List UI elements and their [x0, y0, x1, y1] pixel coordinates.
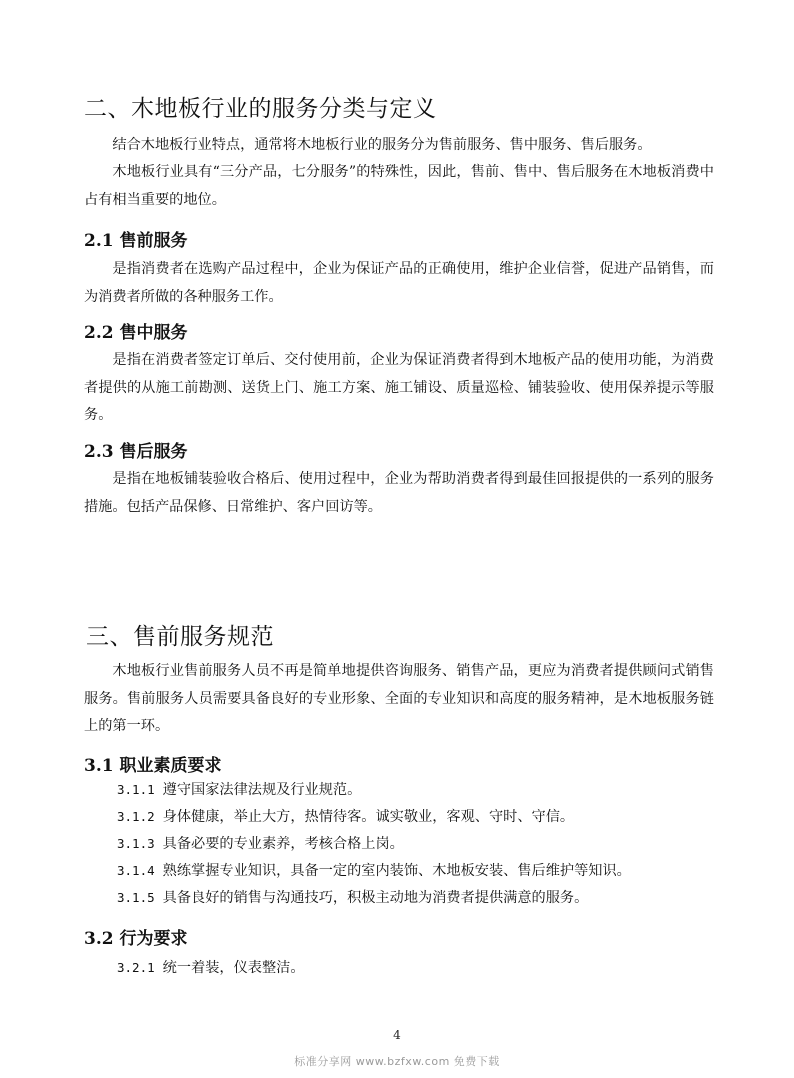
- section-2-3-text: 是指在地板铺装验收合格后、使用过程中，企业为帮助消费者得到最佳回报提供的一系列的服务措施。包括产品保修、日常维护、客户回访等。: [84, 471, 714, 515]
- page-number: 4: [393, 1028, 401, 1042]
- section-3-heading: 三、售前服务规范: [86, 624, 274, 650]
- section-3-paragraph: 木地板行业售前服务人员不再是简单地提供咨询服务、销售产品，更应为消费者提供顾问式销售服务。售前服务人员需要具备良好的专业形象、全面的专业知识和高度的服务精神，是木地板服务链上的第一环。: [84, 663, 714, 734]
- section-2-1-text: 是指消费者在选购产品过程中，企业为保证产品的正确使用，维护企业信誉，促进产品销售，而为消费者所做的各种服务工作。: [84, 261, 714, 305]
- list-item: 3.1.4 熟练掌握专业知识，具备一定的室内装饰、木地板安装、售后维护等知识。: [117, 863, 631, 879]
- section-2-paragraph-2: 木地板行业具有“三分产品，七分服务”的特殊性，因此，售前、售中、售后服务在木地板消费中占有相当重要的地位。: [84, 164, 714, 208]
- section-3-2-heading: 3.2 行为要求: [84, 929, 188, 949]
- footer-watermark: 标准分享网 www.bzfxw.com 免费下载: [294, 1055, 500, 1068]
- section-2-paragraph-1: 结合木地板行业特点，通常将木地板行业的服务分为售前服务、售中服务、售后服务。: [112, 137, 652, 153]
- section-3-1-heading: 3.1 职业素质要求: [84, 756, 222, 776]
- list-item: 3.1.1 遵守国家法律法规及行业规范。: [117, 782, 362, 798]
- section-2-2-heading: 2.2 售中服务: [84, 323, 188, 343]
- section-2-2-text: 是指在消费者签定订单后、交付使用前，企业为保证消费者得到木地板产品的使用功能，为消费者提供的从施工前勘测、送货上门、施工方案、施工铺设、质量巡检、铺装验收、使用保养提示等服务。: [84, 352, 714, 423]
- section-2-3-heading: 2.3 售后服务: [84, 442, 188, 462]
- list-item: 3.2.1 统一着装，仪表整洁。: [117, 960, 305, 976]
- list-item: 3.1.5 具备良好的销售与沟通技巧，积极主动地为消费者提供满意的服务。: [117, 890, 589, 906]
- section-2-1-heading: 2.1 售前服务: [84, 231, 188, 251]
- list-item: 3.1.3 具备必要的专业素养，考核合格上岗。: [117, 836, 404, 852]
- list-item: 3.1.2 身体健康，举止大方，热情待客。诚实敬业，客观、守时、守信。: [117, 809, 575, 825]
- section-2-heading: 二、木地板行业的服务分类与定义: [84, 96, 437, 122]
